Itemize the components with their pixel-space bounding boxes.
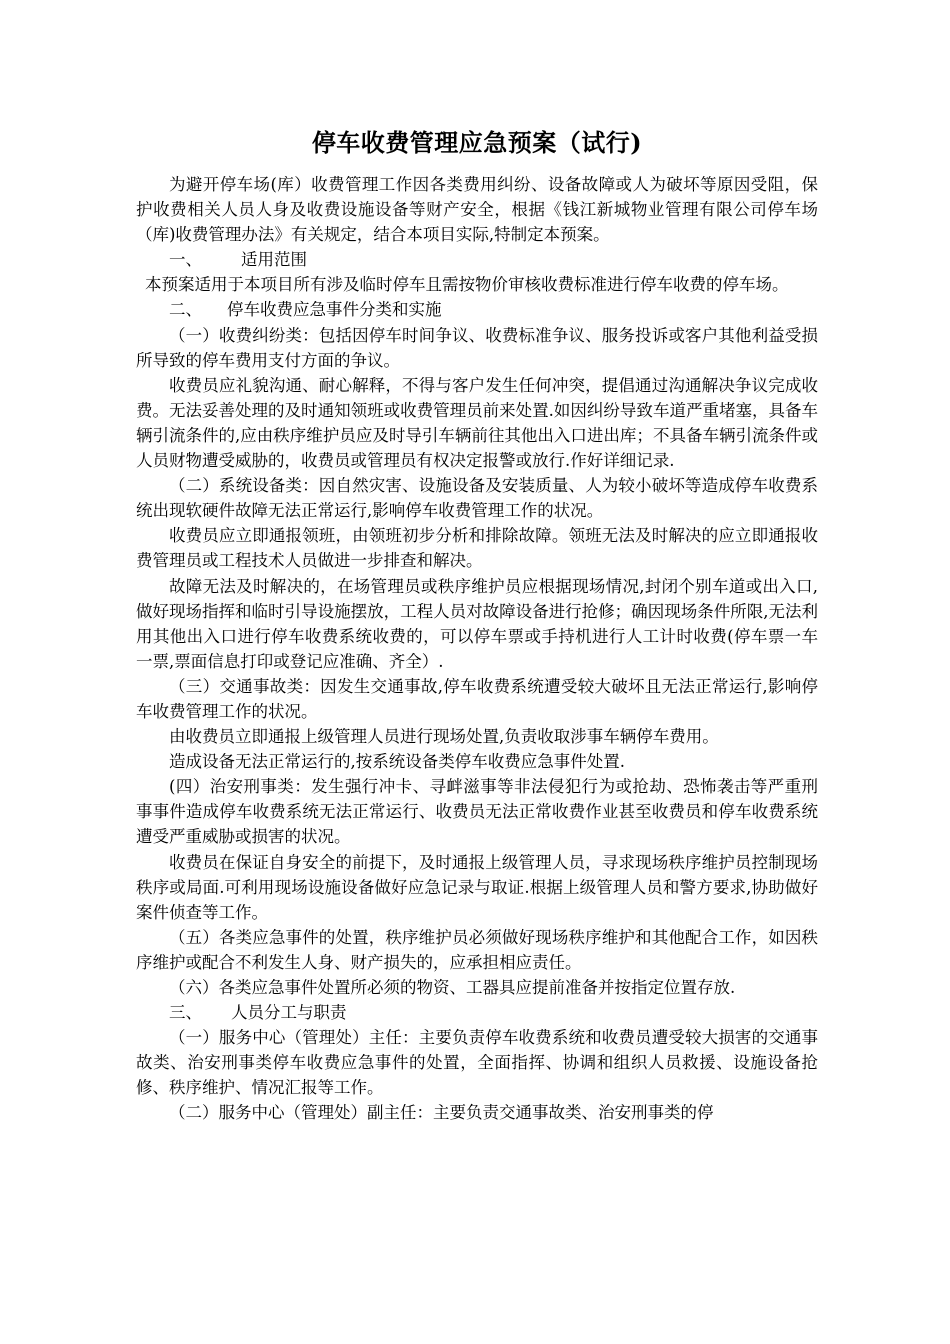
- paragraph: （一）服务中心（管理处）主任：主要负责停车收费系统和收费员遭受较大损害的交通事故类、治安刑事类停车收费应急事件的处置，全面指挥、协调和组织人员救援、设施设备抢修、秩序维护、情况汇报等工作。: [136, 1028, 818, 1098]
- paragraph: （三）交通事故类：因发生交通事故,停车收费系统遭受较大破坏且无法正常运行,影响停车收费管理工作的状况。: [136, 676, 818, 721]
- paragraph: 收费员在保证自身安全的前提下，及时通报上级管理人员，寻求现场秩序维护员控制现场秩序或局面.可利用现场设施设备做好应急记录与取证.根据上级管理人员和警方要求,协助做好案件侦查等工作。: [136, 852, 818, 922]
- paragraph: 本预案适用于本项目所有涉及临时停车且需按物价审核收费标准进行停车收费的停车场。: [145, 275, 789, 295]
- paragraph: （五）各类应急事件的处置，秩序维护员必须做好现场秩序维护和其他配合工作，如因秩序维护或配合不利发生人身、财产损失的，应承担相应责任。: [136, 927, 818, 972]
- section-heading-3: [136, 1000, 818, 1025]
- paragraph: （一）收费纠纷类：包括因停车时间争议、收费标准争议、服务投诉或客户其他利益受损所导致的停车费用支付方面的争议。: [136, 325, 818, 370]
- paragraph: （二）系统设备类：因自然灾害、设施设备及安装质量、人为较小破坏等造成停车收费系统出现软硬件故障无法正常运行,影响停车收费管理工作的状况。: [136, 476, 818, 521]
- paragraph: 收费员应立即通报领班，由领班初步分析和排除故障。领班无法及时解决的应立即通报收费管理员或工程技术人员做进一步排查和解决。: [136, 526, 818, 571]
- document-page: [136, 126, 818, 1126]
- paragraph: 故障无法及时解决的，在场管理员或秩序维护员应根据现场情况,封闭个别车道或出入口,做好现场指挥和临时引导设施摆放，工程人员对故障设备进行抢修；确因现场条件所限,无法利用其他出入口进行停车收费系统收费的，可以停车票或手持机进行人工计时收费(停车票一车一票,票面信息打印或登记应准确、齐全）.: [136, 576, 818, 671]
- section-heading-2: [136, 297, 818, 322]
- section-number: 三、: [169, 1003, 202, 1023]
- section-number: 二、: [169, 300, 202, 320]
- intro-paragraph: 为避开停车场(库）收费管理工作因各类费用纠纷、设备故障或人为破坏等原因受阻，保护收费相关人员人身及收费设施设备等财产安全，根据《钱江新城物业管理有限公司停车场（库)收费管理办法》有关规定，结合本项目实际,特制定本预案。: [136, 175, 818, 245]
- document-title: 停车收费管理应急预案（试行): [311, 128, 643, 157]
- paragraph: （二）服务中心（管理处）副主任：主要负责交通事故类、治安刑事类的停: [169, 1103, 714, 1123]
- paragraph: （六）各类应急事件处置所必须的物资、工器具应提前准备并按指定位置存放.: [169, 978, 736, 997]
- paragraph: 收费员应礼貌沟通、耐心解释，不得与客户发生任何冲突，提倡通过沟通解决争议完成收费。无法妥善处理的及时通知领班或收费管理员前来处置.如因纠纷导致车道严重堵塞，具备车辆引流条件的,应由秩序维护员应及时导引车辆前往其他出入口进出库；不具备车辆引流条件或人员财物遭受威胁的，收费员或管理员有权决定报警或放行.作好详细记录.: [136, 375, 818, 471]
- paragraph: 造成设备无法正常运行的,按系统设备类停车收费应急事件处置.: [169, 752, 625, 772]
- section-heading-text: 停车收费应急事件分类和实施: [227, 300, 442, 320]
- section-heading-text: 适用范围: [241, 250, 307, 270]
- paragraph: (四）治安刑事类：发生强行冲卡、寻衅滋事等非法侵犯行为或抢劫、恐怖袭击等严重刑事事件造成停车收费系统无法正常运行、收费员无法正常收费作业甚至收费员和停车收费系统遭受严重威胁或损害的状况。: [136, 777, 818, 847]
- paragraph: 由收费员立即通报上级管理人员进行现场处置,负责收取涉事车辆停车费用。: [169, 727, 719, 747]
- section-number: 一、: [169, 250, 202, 270]
- section-heading-1: [136, 247, 818, 272]
- section-heading-text: 人员分工与职责: [231, 1003, 347, 1023]
